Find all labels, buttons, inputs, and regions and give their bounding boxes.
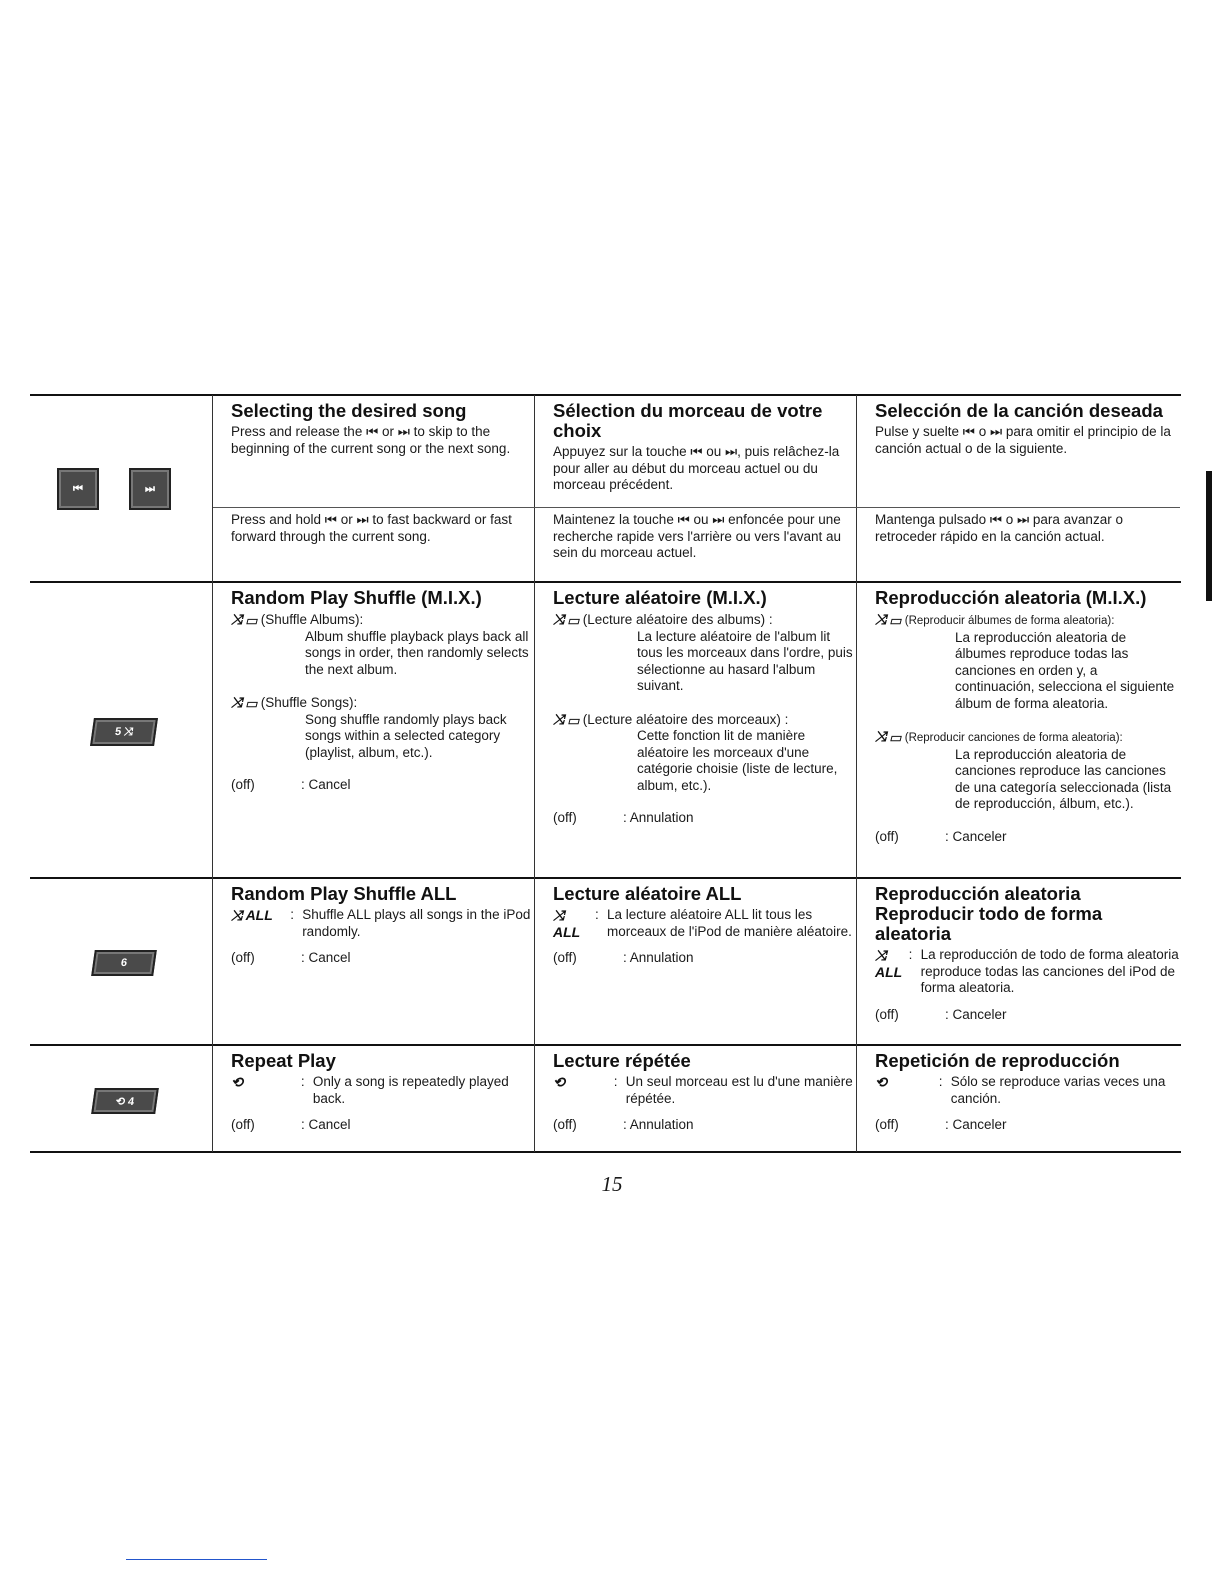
off-line: (off) : Canceler	[875, 828, 1007, 844]
off-line: (off) : Annulation	[553, 810, 694, 825]
section-select-song-es	[875, 401, 1175, 457]
repeat-line: ⟲ : Sólo se reproduce varias veces una canción.	[875, 1074, 1166, 1106]
shuffle-key-5: 5 ⤨	[90, 718, 158, 746]
shuffle-songs-line: ⤨ ▭ (Reproducir canciones de forma aleatoria):	[875, 728, 1123, 744]
shuffle-folder-icon: ⤨ ▭	[553, 611, 579, 627]
section-select-song-fr	[553, 401, 853, 494]
shuffle-all-line: ⤨ ALL : La lecture aléatoire ALL lit tous les morceaux de l'iPod de manière aléatoire.	[553, 907, 852, 940]
paragraph: Cette fonction lit de manière aléatoire les morceaux d'une catégorie choisie (liste de lecture, album, etc.).	[637, 728, 838, 793]
footer-rule	[126, 1559, 267, 1560]
shuffle-all-line: ⤨ ALL : Shuffle ALL plays all songs in the iPod randomly.	[231, 907, 531, 939]
section-title: Reproducción aleatoria	[875, 883, 1081, 904]
sub-divider	[213, 507, 1180, 508]
paragraph: Press and hold ⏮ or ⏭ to fast backward or fast forward through the current song.	[231, 512, 512, 544]
section-repeat-es	[875, 1051, 1180, 1134]
off-line: (off) : Annulation	[553, 1117, 694, 1132]
shuffle-albums-line: ⤨ ▭ (Lecture aléatoire des albums) :	[553, 611, 773, 627]
section-mix-es	[875, 588, 1180, 845]
hold-instruction-es	[875, 512, 1175, 545]
column-divider	[856, 395, 857, 1152]
shuffle-albums-line: ⤨ ▭ (Reproducir álbumes de forma aleatoria):	[875, 611, 1115, 627]
section-title: Repeat Play	[231, 1050, 336, 1071]
section-title: Lecture aléatoire (M.I.X.)	[553, 587, 767, 608]
shuffle-songs-line: ⤨ ▭ (Shuffle Songs):	[231, 694, 358, 710]
repeat-key-4: ⟲ 4	[91, 1088, 159, 1114]
section-title: Reproducción aleatoria (M.I.X.)	[875, 587, 1147, 608]
paragraph: La reproducción aleatoria de canciones reproduce las canciones de una categoría seleccionada (lista de reproducción, álbum, etc.).	[955, 746, 1172, 811]
section-title: Random Play Shuffle (M.I.X.)	[231, 587, 482, 608]
shuffle-all-icon: ⤨ ALL	[231, 907, 273, 923]
section-repeat-fr	[553, 1051, 853, 1134]
section-mix-fr	[553, 588, 853, 827]
paragraph: Mantenga pulsado ⏮ o ⏭ para avanzar o retroceder rápido en la canción actual.	[875, 512, 1123, 544]
off-line: (off) : Cancel	[231, 1117, 351, 1132]
repeat-icon: ⟲	[231, 1074, 243, 1090]
section-mix-en	[231, 588, 531, 794]
row-divider	[30, 581, 1181, 583]
row-divider	[30, 1151, 1181, 1153]
section-shuffle-all-es	[875, 884, 1180, 1023]
section-title: Selección de la canción deseada	[875, 400, 1163, 421]
shuffle-folder-icon: ⤨ ▭	[553, 710, 579, 727]
prev-track-key: ⏮	[57, 468, 99, 510]
row-divider	[30, 877, 1181, 879]
shuffle-folder-icon: ⤨ ▭	[231, 694, 257, 710]
column-divider	[212, 395, 213, 1152]
section-subtitle: Reproducir todo de forma aleatoria	[875, 903, 1103, 944]
page-edge-tab	[1206, 471, 1212, 601]
row-divider	[30, 394, 1181, 396]
paragraph: La reproducción aleatoria de álbumes reproduce todas las canciones en orden y, a continuación, selecciona el siguiente álbum de forma aleatoria.	[955, 629, 1175, 711]
shuffle-all-icon: ⤨ ALL	[875, 947, 903, 980]
off-line: (off) : Canceler	[875, 1006, 1007, 1022]
off-line: (off) : Cancel	[231, 950, 351, 965]
off-line: (off) : Canceler	[875, 1117, 1007, 1132]
section-shuffle-all-fr	[553, 884, 853, 967]
section-title: Random Play Shuffle ALL	[231, 883, 457, 904]
hold-instruction-en	[231, 512, 531, 545]
paragraph: Appuyez sur la touche ⏮ ou ⏭, puis relâchez-la pour aller au début du morceau actuel ou du morceau précédent.	[553, 444, 840, 492]
shuffle-folder-icon: ⤨ ▭	[875, 728, 901, 744]
shuffle-folder-icon: ⤨ ▭	[875, 611, 901, 627]
hold-instruction-fr	[553, 512, 853, 562]
repeat-line: ⟲ : Un seul morceau est lu d'une manière répétée.	[553, 1074, 853, 1106]
shuffle-albums-line: ⤨ ▭ (Shuffle Albums):	[231, 611, 364, 627]
off-line: (off) : Cancel	[231, 777, 351, 792]
paragraph: La lecture aléatoire de l'album lit tous les morceaux dans l'ordre, puis sélectionne au hasard l'album suivant.	[637, 628, 853, 693]
paragraph: Pulse y suelte ⏮ o ⏭ para omitir el principio de la canción actual o de la siguiente.	[875, 424, 1171, 456]
shuffle-all-icon: ⤨ ALL	[553, 907, 581, 940]
column-divider	[534, 395, 535, 1152]
paragraph: Maintenez la touche ⏮ ou ⏭ enfoncée pour une recherche rapide vers l'arrière ou vers l'avant au sein du morceau actuel.	[553, 512, 842, 560]
section-title: Selecting the desired song	[231, 400, 467, 421]
paragraph: Press and release the ⏮ or ⏭ to skip to the beginning of the current song or the next song.	[231, 424, 511, 456]
repeat-icon: ⟲	[875, 1074, 887, 1090]
shuffle-folder-icon: ⤨ ▭	[231, 611, 257, 627]
shuffle-all-line: ⤨ ALL : La reproducción de todo de forma aleatoria reproduce todas las canciones del iPod de forma aleatoria.	[875, 947, 1179, 995]
off-line: (off) : Annulation	[553, 950, 694, 965]
paragraph: Album shuffle playback plays back all songs in order, then randomly selects the next album.	[305, 628, 529, 677]
section-title: Lecture aléatoire ALL	[553, 883, 742, 904]
shuffle-all-key-6: 6	[91, 950, 157, 976]
repeat-line: ⟲ : Only a song is repeatedly played back.	[231, 1074, 509, 1106]
row-divider	[30, 1044, 1181, 1046]
section-title: Sélection du morceau de votre choix	[553, 400, 823, 441]
section-title: Lecture répétée	[553, 1050, 691, 1071]
section-title: Repetición de reproducción	[875, 1050, 1120, 1071]
repeat-icon: ⟲	[553, 1074, 565, 1090]
shuffle-songs-line: ⤨ ▭ (Lecture aléatoire des morceaux) :	[553, 710, 789, 727]
paragraph: Song shuffle randomly plays back songs within a selected category (playlist, album, etc.).	[305, 711, 507, 760]
section-shuffle-all-en	[231, 884, 531, 967]
page-number: 15	[601, 1172, 623, 1196]
section-select-song-en	[231, 401, 531, 457]
next-track-key: ⏭	[129, 468, 171, 510]
section-repeat-en	[231, 1051, 531, 1134]
